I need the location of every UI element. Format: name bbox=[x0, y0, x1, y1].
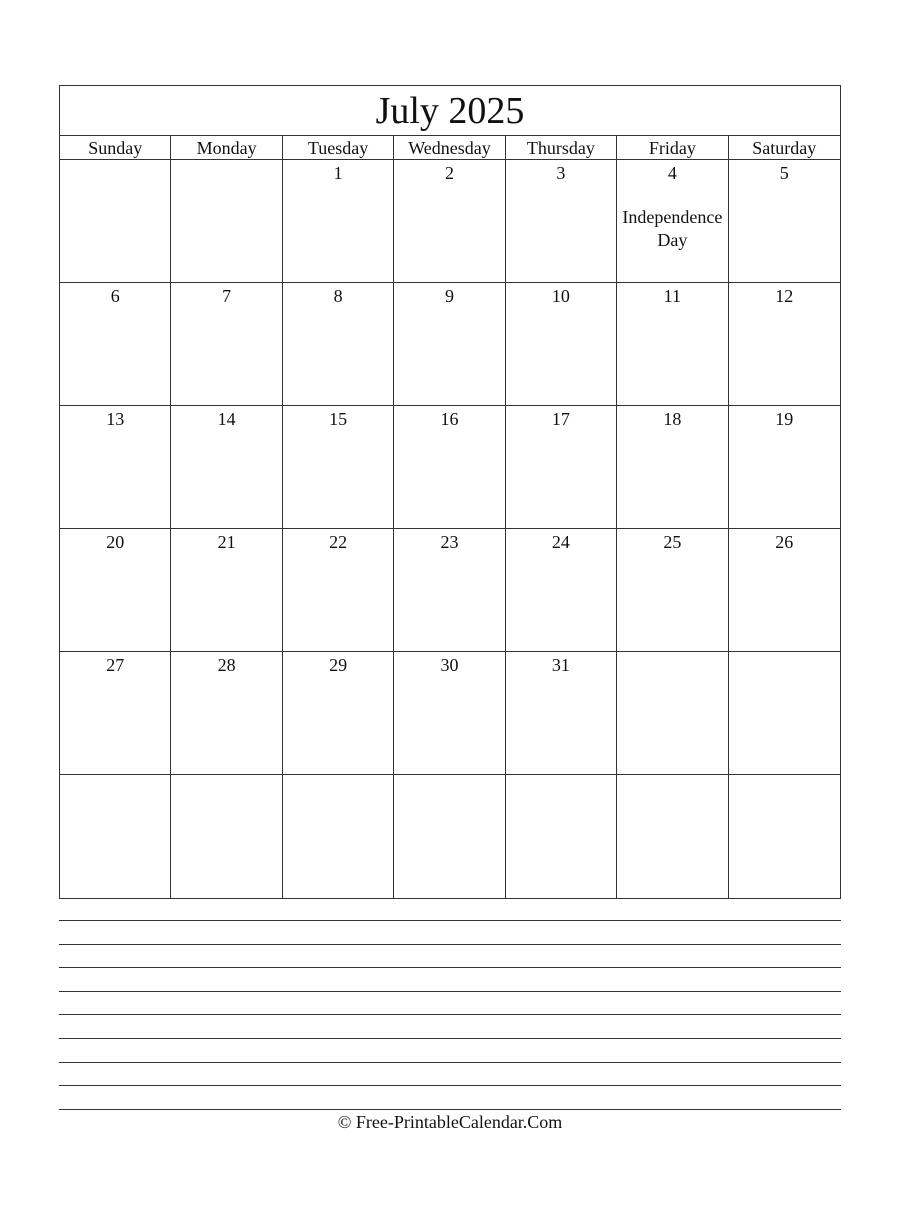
day-cell bbox=[394, 283, 505, 406]
note-line[interactable] bbox=[59, 944, 841, 968]
day-number: 12 bbox=[775, 286, 794, 306]
note-line[interactable] bbox=[59, 967, 841, 991]
day-cell bbox=[506, 529, 617, 652]
day-cell bbox=[171, 775, 282, 898]
day-number: 13 bbox=[106, 409, 125, 429]
day-cell bbox=[394, 652, 505, 775]
day-cell bbox=[283, 529, 394, 652]
note-line[interactable] bbox=[59, 991, 841, 1015]
holiday-label: Independence Day bbox=[622, 207, 723, 250]
day-number: 2 bbox=[444, 163, 454, 183]
calendar-title: July 2025 bbox=[60, 86, 840, 136]
day-cell bbox=[283, 652, 394, 775]
note-line[interactable] bbox=[59, 920, 841, 944]
day-number: 15 bbox=[329, 409, 348, 429]
day-cell bbox=[171, 529, 282, 652]
day-cell bbox=[729, 406, 840, 529]
day-number: 3 bbox=[556, 163, 566, 183]
day-cell bbox=[729, 283, 840, 406]
day-cell bbox=[171, 160, 282, 283]
day-number: 5 bbox=[779, 163, 789, 183]
day-cell bbox=[60, 652, 171, 775]
day-cell bbox=[60, 529, 171, 652]
day-number: 31 bbox=[551, 655, 570, 675]
day-number: 7 bbox=[222, 286, 232, 306]
day-number: 30 bbox=[440, 655, 459, 675]
day-cell bbox=[729, 529, 840, 652]
note-line[interactable] bbox=[59, 1038, 841, 1062]
day-number: 4 bbox=[667, 163, 677, 183]
weekday-monday: Monday bbox=[171, 136, 282, 160]
day-grid bbox=[60, 160, 840, 898]
day-number: 19 bbox=[775, 409, 794, 429]
day-cell bbox=[506, 652, 617, 775]
day-cell bbox=[729, 775, 840, 898]
day-number: 28 bbox=[217, 655, 236, 675]
day-cell bbox=[60, 406, 171, 529]
day-number: 1 bbox=[333, 163, 343, 183]
calendar bbox=[59, 85, 841, 899]
day-number: 20 bbox=[106, 532, 125, 552]
day-cell bbox=[283, 406, 394, 529]
day-number: 14 bbox=[217, 409, 236, 429]
day-number: 6 bbox=[110, 286, 120, 306]
day-cell bbox=[394, 529, 505, 652]
day-number: 24 bbox=[551, 532, 570, 552]
day-number: 23 bbox=[440, 532, 459, 552]
weekday-header bbox=[60, 136, 840, 160]
day-number: 9 bbox=[444, 286, 454, 306]
note-line[interactable] bbox=[59, 1014, 841, 1038]
day-cell bbox=[617, 406, 728, 529]
weekday-thursday: Thursday bbox=[506, 136, 617, 160]
day-number: 26 bbox=[775, 532, 794, 552]
day-number: 29 bbox=[329, 655, 348, 675]
day-cell bbox=[617, 283, 728, 406]
day-number: 17 bbox=[551, 409, 570, 429]
day-cell bbox=[394, 160, 505, 283]
weekday-wednesday: Wednesday bbox=[394, 136, 505, 160]
day-cell bbox=[283, 283, 394, 406]
day-number: 22 bbox=[329, 532, 348, 552]
day-cell bbox=[617, 160, 728, 283]
day-cell bbox=[171, 406, 282, 529]
weekday-friday: Friday bbox=[617, 136, 728, 160]
day-cell bbox=[171, 652, 282, 775]
day-cell bbox=[506, 775, 617, 898]
day-number: 11 bbox=[663, 286, 682, 306]
day-cell bbox=[171, 283, 282, 406]
day-number: 25 bbox=[663, 532, 682, 552]
day-number: 8 bbox=[333, 286, 343, 306]
day-cell bbox=[729, 652, 840, 775]
day-cell bbox=[283, 160, 394, 283]
day-number: 18 bbox=[663, 409, 682, 429]
weekday-tuesday: Tuesday bbox=[283, 136, 394, 160]
day-cell bbox=[617, 652, 728, 775]
weekday-saturday: Saturday bbox=[752, 138, 817, 158]
day-number: 16 bbox=[440, 409, 459, 429]
day-cell bbox=[60, 775, 171, 898]
day-cell bbox=[506, 406, 617, 529]
day-cell bbox=[617, 775, 728, 898]
day-cell bbox=[506, 283, 617, 406]
day-cell bbox=[729, 160, 840, 283]
day-number: 21 bbox=[217, 532, 236, 552]
day-number: 10 bbox=[551, 286, 570, 306]
day-cell bbox=[60, 160, 171, 283]
notes-lines bbox=[59, 920, 841, 1132]
day-cell bbox=[394, 775, 505, 898]
footer-copyright: © Free-PrintableCalendar.Com bbox=[337, 1112, 563, 1132]
note-line[interactable] bbox=[59, 1085, 841, 1109]
day-cell bbox=[283, 775, 394, 898]
day-cell bbox=[617, 529, 728, 652]
weekday-sunday: Sunday bbox=[60, 136, 171, 160]
note-line[interactable] bbox=[59, 1062, 841, 1086]
day-cell bbox=[394, 406, 505, 529]
day-cell bbox=[506, 160, 617, 283]
day-cell bbox=[60, 283, 171, 406]
day-number: 27 bbox=[106, 655, 125, 675]
